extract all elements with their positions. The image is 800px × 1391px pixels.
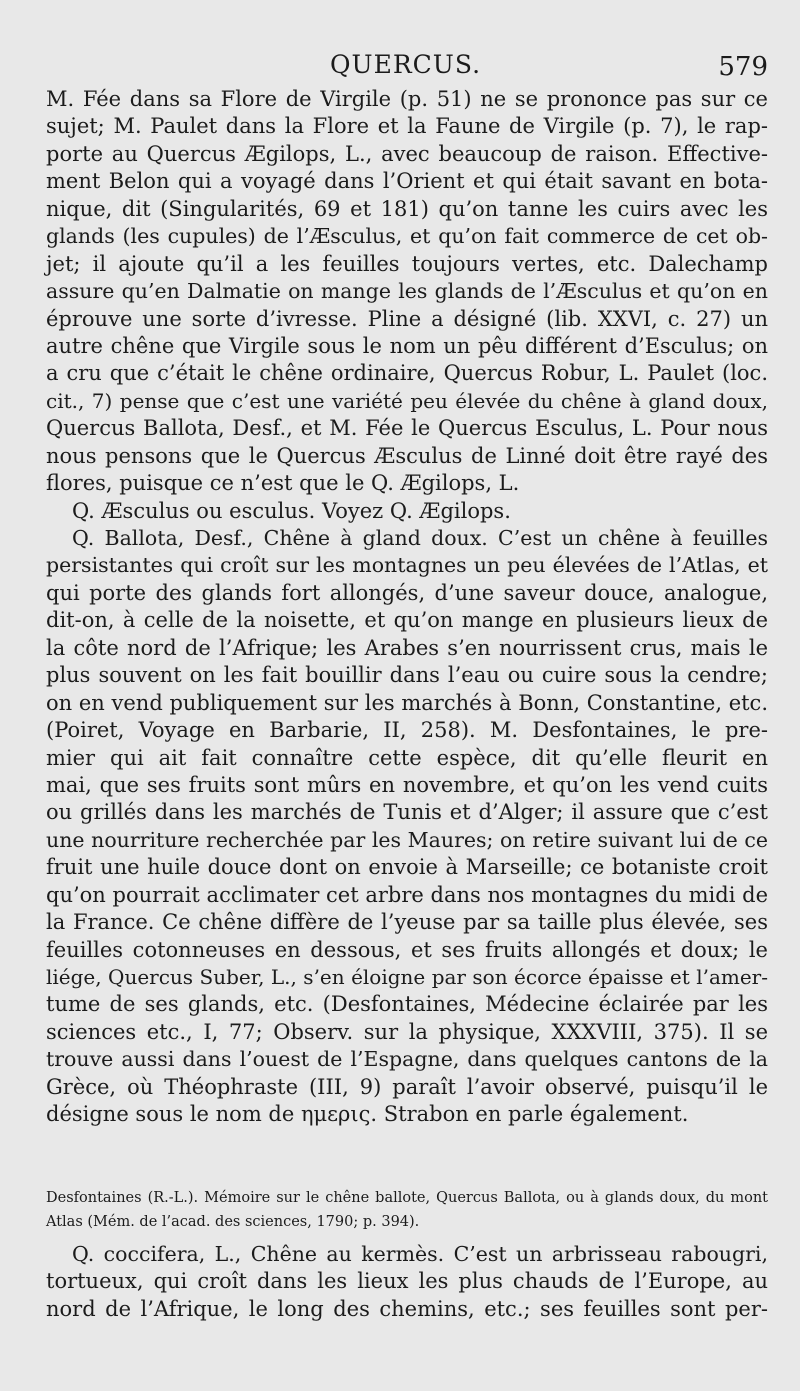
- footnote-line: Atlas (Mém. de l’acad. des sciences, 1790; p. 394).: [46, 1214, 420, 1230]
- text-line: trouve aussi dans l’ouest de l’Espagne, dans quelques cantons de la: [46, 1047, 768, 1072]
- text-line: ou grillés dans les marchés de Tunis et d’Alger; il assure que c’est: [46, 800, 768, 825]
- text-line: (Poiret, Voyage en Barbarie, II, 258). M. Desfontaines, le pre-: [46, 718, 768, 743]
- text-line: Grèce, où Théophraste (III, 9) paraît l’avoir observé, puisqu’il le: [46, 1074, 768, 1099]
- text-line: qu’on pourrait acclimater cet arbre dans nos montagnes du midi de: [46, 882, 768, 907]
- footnote: [46, 1186, 768, 1234]
- text-line: qui porte des glands fort allongés, d’une saveur douce, analogue,: [46, 580, 768, 605]
- text-line: éprouve une sorte d’ivresse. Pline a désigné (lib. XXVI, c. 27) un: [46, 306, 768, 331]
- text-line: nique, dit (Singularités, 69 et 181) qu’on tanne les cuirs avec les: [46, 196, 768, 221]
- text-line: feuilles cotonneuses en dessous, et ses fruits allongés et doux; le: [46, 937, 768, 962]
- text-line: tume de ses glands, etc. (Desfontaines, Médecine éclairée par les: [46, 992, 768, 1017]
- text-line: dit-on, à celle de la noisette, et qu’on mange en plusieurs lieux de: [46, 608, 768, 633]
- text-line: autre chêne que Virgile sous le nom un pêu différent d’Esculus; on: [46, 333, 768, 358]
- text-line: Q. coccifera, L., Chêne au kermès. C’est un arbrisseau rabougri,: [72, 1242, 768, 1266]
- continuation-text: [46, 1241, 768, 1323]
- text-line: cit., 7) pense que c’est une variété peu élevée du chêne à gland doux,: [46, 388, 768, 413]
- text-line: mier qui ait fait connaître cette espèce, dit qu’elle fleurit en: [46, 745, 768, 770]
- text-line: Q. Ballota, Desf., Chêne à gland doux. C’est un chêne à feuilles: [72, 526, 768, 550]
- body-text: [46, 86, 768, 1129]
- text-line: flores, puisque ce n’est que le Q. Ægilops, L.: [46, 471, 520, 496]
- text-line: plus souvent on les fait bouillir dans l’eau ou cuire sous la cendre;: [46, 663, 768, 688]
- text-line: la côte nord de l’Afrique; les Arabes s’en nourrissent crus, mais le: [46, 635, 768, 660]
- text-line: liége, Quercus Suber, L., s’en éloigne par son écorce épaisse et l’amer-: [46, 965, 768, 989]
- text-line: fruit une huile douce dont on envoie à Marseille; ce botaniste croit: [46, 855, 768, 880]
- text-line: sujet; M. Paulet dans la Flore et la Faune de Virgile (p. 7), le rap-: [46, 114, 768, 139]
- page-header: [0, 50, 800, 84]
- text-line: jet; il ajoute qu’il a les feuilles toujours vertes, etc. Dalechamp: [46, 251, 768, 276]
- text-line: assure qu’en Dalmatie on mange les glands de l’Æsculus et qu’on en: [46, 279, 768, 304]
- running-title: QUERCUS.: [330, 50, 482, 79]
- text-line: une nourriture recherchée par les Maures; on retire suivant lui de ce: [46, 827, 768, 852]
- text-line: nord de l’Afrique, le long des chemins, etc.; ses feuilles sont per-: [46, 1296, 768, 1321]
- text-line: mai, que ses fruits sont mûrs en novembre, et qu’on les vend cuits: [46, 772, 768, 797]
- text-line: Quercus Ballota, Desf., et M. Fée le Quercus Esculus, L. Pour nous: [46, 416, 768, 441]
- text-line: tortueux, qui croît dans les lieux les plus chauds de l’Europe, au: [46, 1269, 768, 1294]
- text-line: porte au Quercus Ægilops, L., avec beaucoup de raison. Effective-: [46, 141, 768, 166]
- text-line: ment Belon qui a voyagé dans l’Orient et qui était savant en bota-: [46, 169, 768, 194]
- text-line: persistantes qui croît sur les montagnes un peu élevées de l’Atlas, et: [46, 553, 768, 578]
- text-line: la France. Ce chêne diffère de l’yeuse par sa taille plus élevée, ses: [46, 910, 768, 935]
- page-number: 579: [718, 52, 768, 82]
- text-line: Q. Æsculus ou esculus. Voyez Q. Ægilops.: [72, 498, 511, 523]
- text-line: on en vend publiquement sur les marchés à Bonn, Constantine, etc.: [46, 690, 768, 715]
- text-line: nous pensons que le Quercus Æsculus de Linné doit être rayé des: [46, 443, 768, 468]
- text-line: désigne sous le nom de ημερις. Strabon en parle également.: [46, 1102, 689, 1127]
- text-line: sciences etc., I, 77; Observ. sur la physique, XXXVIII, 375). Il se: [46, 1019, 768, 1044]
- text-line: glands (les cupules) de l’Æsculus, et qu’on fait commerce de cet ob-: [46, 224, 768, 249]
- text-line: M. Fée dans sa Flore de Virgile (p. 51) ne se prononce pas sur ce: [46, 87, 768, 111]
- text-line: a cru que c’était le chêne ordinaire, Quercus Robur, L. Paulet (loc.: [46, 361, 768, 386]
- footnote-line: Desfontaines (R.-L.). Mémoire sur le chêne ballote, Quercus Ballota, ou à glands doux, du mont: [46, 1190, 768, 1206]
